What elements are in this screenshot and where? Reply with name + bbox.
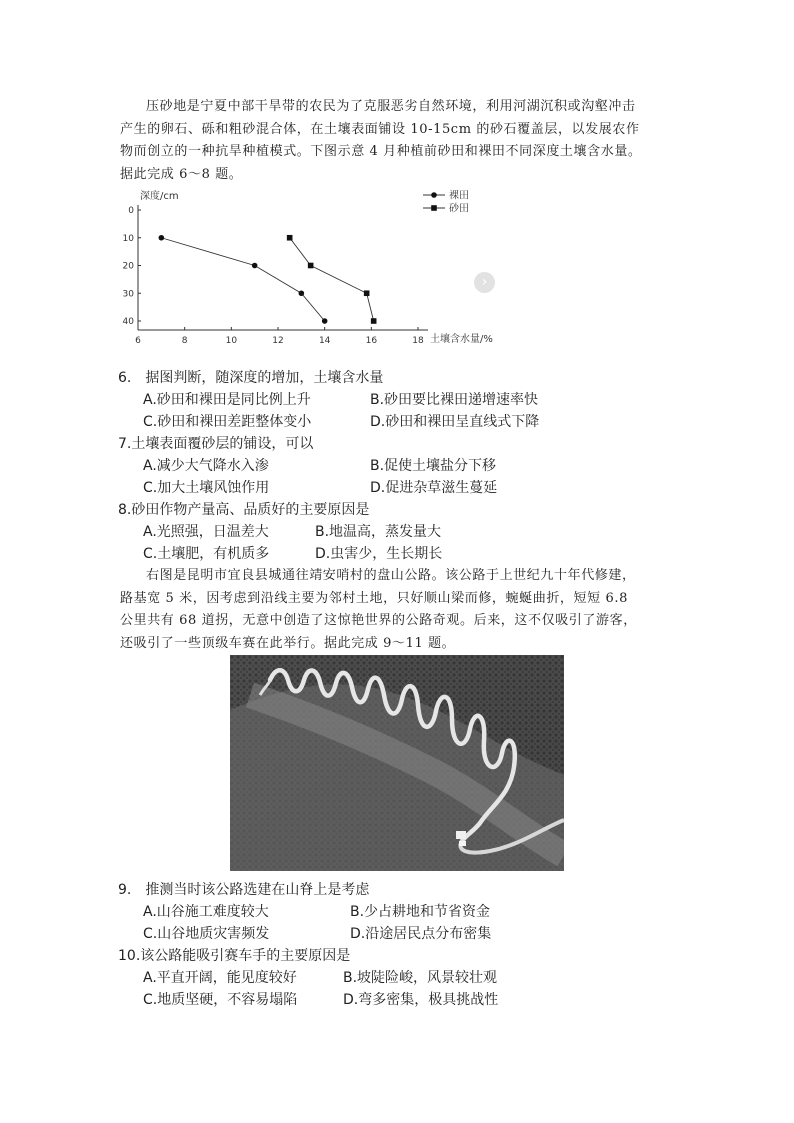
y-tick-label: 40 [122, 317, 134, 327]
x-axis-label: 土壤含水量/% [430, 334, 493, 345]
chart-ticks [123, 206, 424, 346]
question-6-stem: 6. 据图判断，随深度的增加，土壤含水量 [118, 370, 384, 386]
legend-label: 裸田 [449, 190, 469, 202]
question-6-option-a: A.砂田和裸田是同比例上升 [143, 392, 311, 408]
data-point-square [371, 318, 377, 324]
x-tick-label: 8 [181, 336, 188, 346]
x-tick-label: 10 [225, 336, 238, 346]
question-9-stem: 9. 推测当时该公路选建在山脊上是考虑 [118, 882, 370, 898]
data-point-square [364, 290, 370, 296]
y-axis-label: 深度/cm [140, 191, 179, 202]
data-point-square [287, 235, 293, 241]
question-7-option-c: C.加大土壤风蚀作用 [143, 480, 270, 496]
y-tick-label: 0 [128, 206, 134, 216]
series-line-circle [161, 238, 324, 321]
x-tick-label: 12 [272, 336, 284, 346]
question-8-option-d: D.虫害少，生长期长 [315, 546, 443, 562]
x-tick-label: 6 [135, 336, 141, 346]
chart-axes [138, 205, 428, 330]
passage-2-line: 路基宽 5 米，因考虑到沿线主要为邻村土地，只好顺山梁而修，蜿蜒曲折，短短 6.8 [120, 590, 628, 606]
question-9-option-c: C.山谷地质灾害频发 [143, 926, 270, 942]
question-7-option-d: D.促进杂草滋生蔓延 [370, 480, 498, 496]
passage-1 [120, 96, 680, 186]
question-8-option-b: B.地温高，蒸发量大 [315, 524, 442, 540]
question-10-stem: 10.该公路能吸引赛车手的主要原因是 [118, 948, 351, 964]
question-9-option-a: A.山谷施工难度较大 [143, 904, 269, 920]
question-9-option-b: B.少占耕地和节省资金 [350, 904, 491, 920]
question-10-option-c: C.地质坚硬，不容易塌陷 [143, 992, 298, 1008]
passage-2 [120, 565, 680, 655]
next-page-button[interactable]: › [474, 272, 495, 293]
chart-series [159, 235, 377, 324]
data-point-circle [322, 318, 328, 324]
y-tick-label: 30 [122, 289, 134, 300]
soil-moisture-chart [118, 185, 518, 355]
x-tick-label: 16 [365, 336, 378, 346]
data-point-square [308, 263, 314, 269]
data-point-circle [252, 263, 258, 269]
y-tick-label: 20 [122, 261, 134, 272]
question-10-option-d: D.弯多密集，极具挑战性 [343, 992, 499, 1008]
passage-1-line: 产生的卵石、砾和粗砂混合体，在土壤表面铺设 10-15cm 的砂石覆盖层，以发展农作 [120, 121, 640, 137]
question-10-option-a: A.平直开阔，能见度较好 [143, 970, 297, 986]
question-7-option-b: B.促使土壤盐分下移 [370, 458, 497, 474]
question-9-option-d: D.沿途居民点分布密集 [350, 926, 492, 942]
data-point-circle [299, 290, 305, 296]
x-tick-label: 14 [318, 336, 331, 346]
legend-marker-square [431, 205, 437, 211]
passage-2-line: 还吸引了一些顶级车赛在此举行。据此完成 9～11 题。 [120, 635, 456, 651]
passage-2-line: 右图是昆明市宜良县城通往靖安哨村的盘山公路。该公路于上世纪九十年代修建， [146, 568, 636, 583]
question-8-option-c: C.土壤肥，有机质多 [143, 546, 270, 562]
series-line-square [290, 238, 374, 321]
question-7-option-a: A.减少大气降水入渗 [143, 458, 269, 474]
passage-2-line: 公里共有 68 道拐，无意中创造了这惊艳世界的公路奇观。后来，这不仅吸引了游客， [120, 613, 637, 628]
question-10-option-b: B.坡陡险峻，风景较壮观 [343, 970, 498, 986]
legend-marker-circle [431, 192, 437, 198]
chart-legend [423, 190, 469, 215]
data-point-circle [159, 235, 165, 241]
passage-1-line: 压砂地是宁夏中部干旱带的农民为了克服恶劣自然环境，利用河湖沉积或沟壑冲击 [146, 99, 636, 114]
y-tick-label: 10 [122, 233, 134, 244]
question-8-option-a: A.光照强，日温差大 [143, 524, 269, 540]
question-6-option-d: D.砂田和裸田呈直线式下降 [370, 414, 540, 430]
passage-1-line: 物而创立的一种抗旱种植模式。下图示意 4 月种植前砂田和裸田不同深度土壤含水量。 [120, 144, 642, 159]
question-6-option-c: C.砂田和裸田差距整体变小 [143, 414, 312, 430]
passage-1-line: 据此完成 6～8 题。 [120, 166, 243, 182]
mountain-road-photo [230, 655, 564, 871]
question-6-option-b: B.砂田要比裸田递增速率快 [370, 392, 539, 408]
x-tick-label: 18 [412, 336, 424, 346]
legend-label: 砂田 [449, 203, 469, 215]
question-7-stem: 7.土壤表面覆砂层的铺设，可以 [118, 436, 314, 452]
question-8-stem: 8.砂田作物产量高、品质好的主要原因是 [118, 502, 370, 518]
